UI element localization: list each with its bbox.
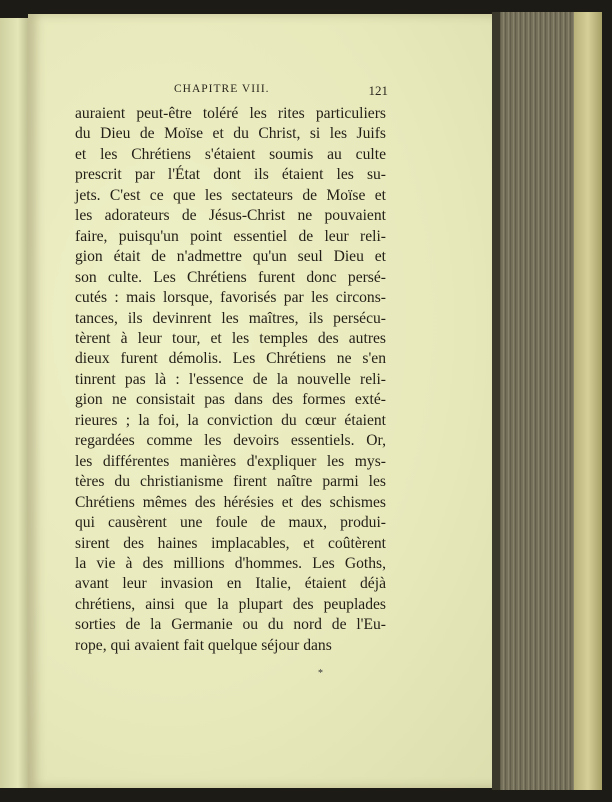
text-line: prescrit par l'État dont ils étaient les su- xyxy=(75,166,386,184)
text-line: tances, ils devinrent les maîtres, ils persécu- xyxy=(75,309,386,327)
text-line: tèrent à leur tour, et les temples des autres xyxy=(75,329,386,347)
text-line: cutés : mais lorsque, favorisés par les circons- xyxy=(75,289,386,307)
text-line: sorties de la Germanie ou du nord de l'Eu- xyxy=(75,616,386,634)
signature-mark: * xyxy=(318,668,323,679)
running-header xyxy=(78,83,388,101)
text-line: gion ne consistait pas dans des formes exté- xyxy=(75,391,386,409)
text-line: et les Chrétiens s'étaient soumis au culte xyxy=(75,145,386,163)
text-line: tinrent pas là : l'essence de la nouvelle reli- xyxy=(75,370,386,388)
text-line: auraient peut-être toléré les rites particuliers xyxy=(75,105,386,122)
text-line: Chrétiens mêmes des hérésies et des schismes xyxy=(75,493,386,511)
page-edges xyxy=(492,12,602,790)
page-text xyxy=(75,104,386,656)
text-line: les adorateurs de Jésus-Christ ne pouvaient xyxy=(75,207,386,225)
book-cover xyxy=(574,12,602,790)
text-line: gion était de n'admettre qu'un seul Dieu et xyxy=(75,248,386,266)
text-line: chrétiens, ainsi que la plupart des peuplades xyxy=(75,595,386,613)
text-line: faire, puisqu'un point essentiel de leur reli- xyxy=(75,227,386,245)
text-line: rieures ; la foi, la conviction du cœur étaient xyxy=(75,411,386,429)
page-number: 121 xyxy=(368,83,388,98)
text-line: son culte. Les Chrétiens furent donc persé- xyxy=(75,268,386,286)
text-line: les différentes manières d'expliquer les mys- xyxy=(75,452,386,470)
facing-page-edge xyxy=(0,18,30,788)
text-line: qui causèrent une foule de maux, produi- xyxy=(75,514,386,532)
text-line: la vie à des millions d'hommes. Les Goths, xyxy=(75,554,386,572)
text-line: jets. C'est ce que les sectateurs de Moïse et xyxy=(75,186,386,204)
text-line: sirent des haines implacables, et coûtèrent xyxy=(75,534,386,552)
text-line: dieux furent démolis. Les Chrétiens ne s'en xyxy=(75,350,386,368)
text-line: avant leur invasion en Italie, étaient déjà xyxy=(75,575,386,593)
text-line: rope, qui avaient fait quelque séjour dans xyxy=(75,636,332,654)
text-line: regardées comme les devoirs essentiels. Or, xyxy=(75,432,386,450)
text-line: du Dieu de Moïse et du Christ, si les Juifs xyxy=(75,125,386,143)
text-line: tères du christianisme firent naître parmi les xyxy=(75,473,386,491)
chapter-title: CHAPITRE VIII. xyxy=(174,83,270,95)
